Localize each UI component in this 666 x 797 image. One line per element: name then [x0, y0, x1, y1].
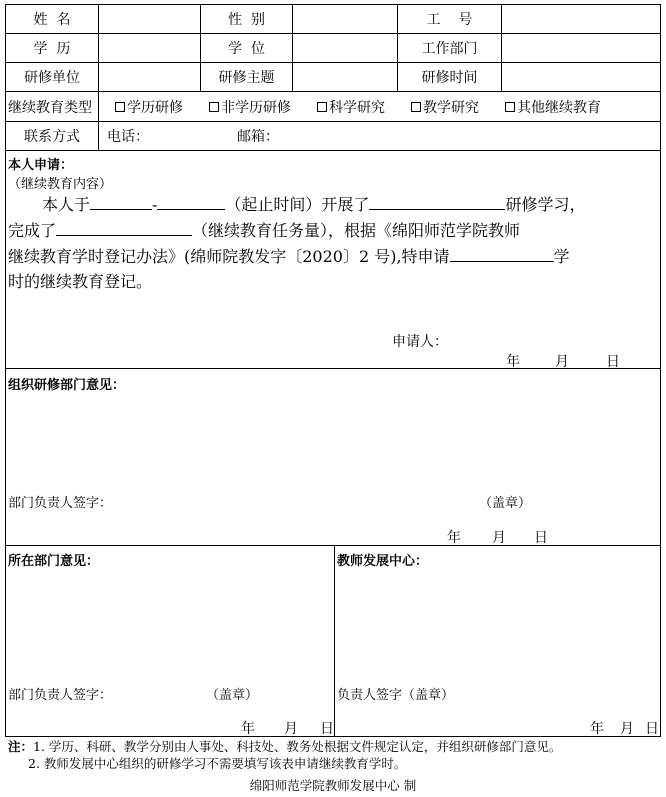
end-time-blank[interactable] [157, 191, 225, 210]
label-type: 继续教育类型 [6, 92, 99, 121]
notes-label: 注： [8, 739, 34, 754]
checkbox-icon[interactable] [317, 102, 327, 112]
date-day: 日 [606, 354, 620, 370]
org-opinion-section [6, 369, 660, 546]
row-name [6, 5, 660, 34]
label-gender: 性 别 [201, 5, 293, 33]
type-options [99, 92, 660, 121]
footer: 绵阳师范学院教师发展中心 制 [249, 778, 417, 793]
dept-opinion-section [6, 546, 335, 736]
application-section [6, 151, 660, 369]
note-2: 2. 教师发展中心组织的研修学习不需要填写该表申请继续教育学时。 [28, 756, 407, 771]
field-department[interactable] [502, 34, 660, 62]
label-staff-id: 工 号 [398, 5, 502, 33]
dept-date-year: 年 [241, 721, 255, 737]
field-degree[interactable] [293, 34, 398, 62]
option-other[interactable]: 其他继续教育 [505, 97, 601, 117]
org-date-month: 月 [492, 530, 506, 546]
label-degree: 学 位 [201, 34, 293, 62]
dept-opinion-title: 所在部门意见： [8, 554, 100, 569]
application-subtitle: （继续教育内容） [8, 177, 113, 192]
field-staff-id[interactable] [502, 5, 660, 33]
hours-blank[interactable] [450, 243, 554, 262]
bottom-opinions [6, 546, 660, 736]
dept-date-day: 日 [320, 721, 334, 737]
center-sign-label: 负责人签字（盖章） [337, 688, 455, 703]
dept-date-month: 月 [284, 721, 298, 737]
notes [8, 738, 561, 772]
label-time: 研修时间 [398, 63, 502, 91]
applicant-label: 申请人： [392, 334, 448, 350]
org-date-day: 日 [534, 530, 548, 546]
org-opinion-title: 组织研修部门意见： [8, 378, 126, 393]
org-seal-label: （盖章） [479, 496, 532, 511]
date-month: 月 [555, 354, 569, 370]
checkbox-icon[interactable] [411, 102, 421, 112]
field-time[interactable] [502, 63, 660, 91]
label-education: 学 历 [6, 34, 99, 62]
center-date-month: 月 [620, 721, 634, 737]
row-education [6, 34, 660, 63]
application-body: 本人于 - （起止时间）开展了 研修学习， 完成了 （继续教育任务量），根据《绵阳师范学院教师 继续教育学时登记办法》(绵师院教发字〔2020〕2 号),特申请 学 时的继续教育登记。 [8, 191, 658, 294]
registration-form [5, 4, 661, 737]
checkbox-icon[interactable] [505, 102, 515, 112]
checkbox-icon[interactable] [115, 102, 125, 112]
field-name[interactable] [99, 5, 201, 33]
study-blank[interactable] [369, 191, 505, 210]
application-title: 本人申请： [8, 158, 74, 173]
date-year: 年 [506, 354, 520, 370]
option-teaching-research[interactable]: 教学研究 [411, 97, 479, 117]
field-gender[interactable] [293, 5, 398, 33]
center-date-day: 日 [645, 721, 659, 737]
field-topic[interactable] [293, 63, 398, 91]
center-opinion-title: 教师发展中心： [337, 554, 429, 569]
dept-seal-label: （盖章） [206, 688, 259, 703]
label-name: 姓 名 [6, 5, 99, 33]
label-unit: 研修单位 [6, 63, 99, 91]
field-unit[interactable] [99, 63, 201, 91]
row-training [6, 63, 660, 92]
field-education[interactable] [99, 34, 201, 62]
label-topic: 研修主题 [201, 63, 293, 91]
start-time-blank[interactable] [90, 191, 152, 210]
note-1: 1. 学历、科研、教学分别由人事处、科技处、教务处根据文件规定认定，并组织研修部门意见。 [33, 739, 562, 754]
center-date-year: 年 [590, 721, 604, 737]
label-phone: 电话： [107, 129, 149, 145]
dept-sign-label: 部门负责人签字： [8, 688, 113, 703]
task-blank[interactable] [56, 217, 192, 236]
label-email: 邮箱： [237, 129, 279, 145]
contact-fields [99, 122, 660, 150]
org-date-year: 年 [447, 530, 461, 546]
option-research[interactable]: 科学研究 [317, 97, 385, 117]
label-department: 工作部门 [398, 34, 502, 62]
option-degree-study[interactable]: 学历研修 [115, 97, 183, 117]
org-sign-label: 部门负责人签字： [8, 496, 113, 511]
row-type [6, 92, 660, 122]
row-contact [6, 122, 660, 151]
label-contact: 联系方式 [6, 122, 99, 150]
center-opinion-section [335, 546, 660, 736]
checkbox-icon[interactable] [209, 102, 219, 112]
option-non-degree-study[interactable]: 非学历研修 [209, 97, 291, 117]
